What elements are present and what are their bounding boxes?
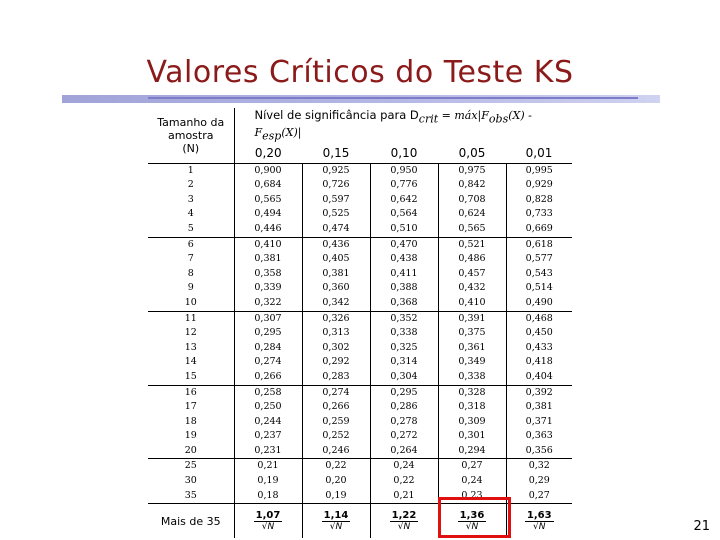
sample-size-cell: 7 (148, 252, 234, 267)
sample-size-cell: 20 (148, 444, 234, 459)
critical-value-cell: 0,356 (525, 444, 553, 456)
critical-value-cell: 0,900 (234, 163, 302, 178)
critical-value-cell: 0,410 (234, 237, 302, 252)
level-header-4: 0,01 (525, 145, 553, 160)
critical-value-cell: 0,250 (234, 400, 302, 415)
critical-value-cell: 0,264 (370, 444, 438, 459)
critical-value-cell: 0,309 (438, 415, 506, 430)
critical-value-cell: 0,446 (234, 222, 302, 237)
sample-size-cell: 5 (148, 222, 234, 237)
critical-value-cell: 0,597 (302, 193, 370, 208)
critical-value-cell: 0,258 (234, 385, 302, 400)
critical-value-cell: 0,404 (525, 370, 553, 382)
sample-size-cell: 19 (148, 429, 234, 444)
critical-value-cell: 0,244 (234, 415, 302, 430)
critical-value-cell: 0,294 (438, 444, 506, 459)
sample-size-cell: 35 (148, 489, 234, 504)
table-row (148, 415, 572, 430)
table-row (148, 193, 572, 208)
level-header-1: 0,15 (322, 145, 350, 160)
critical-value-cell: 0,433 (525, 341, 553, 353)
critical-value-cell: 0,20 (302, 474, 370, 489)
critical-value-cell: 0,564 (370, 207, 438, 222)
critical-value-cell: 0,470 (370, 237, 438, 252)
critical-value-cell: 0,22 (370, 474, 438, 489)
critical-value-cell: 0,363 (525, 430, 553, 442)
table-row (148, 281, 572, 296)
critical-value-cell: 0,577 (525, 253, 553, 265)
page-number: 21 (693, 519, 710, 534)
critical-value-cell: 0,457 (438, 267, 506, 282)
critical-value-cell: 0,368 (370, 296, 438, 311)
critical-value-cell: 0,733 (525, 208, 553, 220)
critical-value-cell: 0,339 (234, 281, 302, 296)
critical-value-cell: 0,274 (234, 355, 302, 370)
sample-size-cell: 25 (148, 459, 234, 474)
critical-value-cell: 0,313 (302, 326, 370, 341)
critical-value-cell: 0,925 (302, 163, 370, 178)
critical-value-cell: 0,565 (438, 222, 506, 237)
critical-value-cell: 0,252 (302, 429, 370, 444)
critical-value-cell: 0,360 (302, 281, 370, 296)
sample-size-header: Tamanho da amostra (N) (148, 108, 234, 163)
table-row (148, 385, 572, 400)
table-row (148, 296, 572, 311)
critical-value-cell: 0,295 (370, 385, 438, 400)
level-header-3: 0,05 (458, 145, 486, 160)
table-row (148, 400, 572, 415)
ks-critical-values-table (148, 108, 572, 538)
critical-value-cell: 0,246 (302, 444, 370, 459)
critical-value-cell: 0,338 (438, 370, 506, 385)
table-row (148, 163, 572, 178)
critical-value-cell: 0,22 (302, 459, 370, 474)
table-row (148, 252, 572, 267)
sqrt-fraction: $\frac{1,14}{√N}$ (323, 509, 349, 532)
table-row (148, 370, 572, 385)
sample-size-cell: 11 (148, 311, 234, 326)
critical-value-cell: 0,405 (302, 252, 370, 267)
critical-value-cell: 0,391 (438, 311, 506, 326)
critical-value-cell: 0,278 (370, 415, 438, 430)
critical-value-cell: 0,283 (302, 370, 370, 385)
table-row (148, 459, 572, 474)
critical-value-cell: 0,295 (234, 326, 302, 341)
critical-value-cell: 0,23 (438, 489, 506, 504)
sqrt-fraction: $\frac{1,22}{√N}$ (391, 509, 417, 532)
sample-size-cell: 16 (148, 385, 234, 400)
critical-value-cell: 0,326 (302, 311, 370, 326)
critical-value-cell: 0,361 (438, 341, 506, 356)
critical-value-cell: 0,328 (438, 385, 506, 400)
critical-value-cell: 0,514 (525, 282, 553, 294)
sample-size-cell: 15 (148, 370, 234, 385)
critical-value-cell: 0,494 (234, 207, 302, 222)
critical-value-cell: 0,684 (234, 178, 302, 193)
critical-value-cell: 0,19 (234, 474, 302, 489)
sample-size-cell: 9 (148, 281, 234, 296)
large-n-formula-cell (506, 504, 572, 539)
critical-value-cell: 0,325 (370, 341, 438, 356)
critical-value-cell: 0,510 (370, 222, 438, 237)
critical-value-cell: 0,24 (370, 459, 438, 474)
critical-value-cell: 0,436 (302, 237, 370, 252)
highlight-box (438, 497, 511, 538)
critical-value-cell: 0,349 (438, 355, 506, 370)
critical-value-cell: 0,314 (370, 355, 438, 370)
critical-value-cell: 0,525 (302, 207, 370, 222)
critical-value-cell: 0,388 (370, 281, 438, 296)
critical-value-cell: 0,726 (302, 178, 370, 193)
critical-value-cell: 0,259 (302, 415, 370, 430)
table-row (148, 178, 572, 193)
table-row (148, 444, 572, 459)
critical-value-cell: 0,322 (234, 296, 302, 311)
critical-value-cell: 0,338 (370, 326, 438, 341)
critical-value-cell: 0,392 (506, 385, 572, 400)
sample-size-cell: 8 (148, 267, 234, 282)
sample-size-cell: 6 (148, 237, 234, 252)
critical-value-cell: 0,929 (525, 179, 553, 191)
sample-size-cell: 2 (148, 178, 234, 193)
critical-value-cell: 0,521 (438, 237, 506, 252)
sample-size-cell: 17 (148, 400, 234, 415)
critical-value-cell: 0,995 (506, 163, 572, 178)
critical-value-cell: 0,237 (234, 429, 302, 444)
table-row (148, 311, 572, 326)
critical-value-cell: 0,543 (525, 267, 553, 279)
critical-value-cell: 0,708 (438, 193, 506, 208)
critical-value-cell: 0,19 (302, 489, 370, 504)
critical-value-cell: 0,490 (525, 296, 553, 308)
large-n-label: Mais de 35 (148, 504, 234, 539)
level-header-2: 0,10 (390, 145, 418, 160)
critical-value-cell: 0,950 (370, 163, 438, 178)
critical-value-cell: 0,450 (525, 327, 553, 339)
critical-value-cell: 0,29 (528, 475, 550, 487)
table-row (148, 267, 572, 282)
table-row (148, 326, 572, 341)
critical-value-cell: 0,381 (234, 252, 302, 267)
table-row (148, 207, 572, 222)
critical-value-cell: 0,642 (370, 193, 438, 208)
sample-size-cell: 10 (148, 296, 234, 311)
critical-value-cell: 0,474 (302, 222, 370, 237)
critical-value-cell: 0,975 (438, 163, 506, 178)
critical-value-cell: 0,304 (370, 370, 438, 385)
sqrt-fraction: $\frac{1,36}{√N}$ (459, 509, 485, 532)
sample-size-cell: 30 (148, 474, 234, 489)
critical-value-cell: 0,381 (525, 401, 553, 413)
critical-value-cell: 0,352 (370, 311, 438, 326)
critical-value-cell: 0,301 (438, 429, 506, 444)
sample-size-cell: 12 (148, 326, 234, 341)
sqrt-fraction: $\frac{1,63}{√N}$ (526, 509, 552, 532)
critical-value-cell: 0,32 (506, 459, 572, 474)
critical-value-cell: 0,624 (438, 207, 506, 222)
table-row (148, 341, 572, 356)
critical-value-cell: 0,438 (370, 252, 438, 267)
table-row (148, 237, 572, 252)
critical-value-cell: 0,410 (438, 296, 506, 311)
critical-value-cell: 0,266 (302, 400, 370, 415)
critical-value-cell: 0,272 (370, 429, 438, 444)
sample-size-cell: 14 (148, 355, 234, 370)
critical-value-cell: 0,274 (302, 385, 370, 400)
critical-value-cell: 0,286 (370, 400, 438, 415)
sample-size-cell: 18 (148, 415, 234, 430)
critical-value-cell: 0,842 (438, 178, 506, 193)
critical-value-cell: 0,375 (438, 326, 506, 341)
critical-value-cell: 0,411 (370, 267, 438, 282)
critical-value-cell: 0,418 (525, 356, 553, 368)
critical-value-cell: 0,828 (525, 193, 553, 205)
critical-value-cell: 0,669 (525, 222, 553, 234)
sqrt-fraction: $\frac{1,07}{√N}$ (255, 509, 281, 532)
slide-title: Valores Críticos do Teste KS (146, 55, 574, 90)
critical-value-cell: 0,776 (370, 178, 438, 193)
table-row (148, 355, 572, 370)
critical-value-cell: 0,371 (525, 415, 553, 427)
table-row (148, 474, 572, 489)
critical-value-cell: 0,618 (506, 237, 572, 252)
large-n-formula-cell (302, 504, 370, 539)
critical-value-cell: 0,381 (302, 267, 370, 282)
table-row (148, 222, 572, 237)
critical-value-cell: 0,284 (234, 341, 302, 356)
critical-value-cell: 0,565 (234, 193, 302, 208)
critical-value-cell: 0,21 (370, 489, 438, 504)
critical-value-cell: 0,18 (234, 489, 302, 504)
critical-value-cell: 0,266 (234, 370, 302, 385)
sample-size-cell: 13 (148, 341, 234, 356)
large-n-formula-cell (234, 504, 302, 539)
sample-size-cell: 1 (148, 163, 234, 178)
sample-size-cell: 3 (148, 193, 234, 208)
critical-value-cell: 0,342 (302, 296, 370, 311)
critical-value-cell: 0,21 (234, 459, 302, 474)
critical-value-cell: 0,318 (438, 400, 506, 415)
critical-value-cell: 0,307 (234, 311, 302, 326)
title-underline (62, 95, 660, 103)
critical-value-cell: 0,432 (438, 281, 506, 296)
critical-value-cell: 0,468 (506, 311, 572, 326)
critical-value-cell: 0,24 (438, 474, 506, 489)
sample-size-cell: 4 (148, 207, 234, 222)
critical-value-cell: 0,292 (302, 355, 370, 370)
critical-value-cell: 0,302 (302, 341, 370, 356)
critical-value-cell: 0,486 (438, 252, 506, 267)
critical-value-cell: 0,231 (234, 444, 302, 459)
large-n-formula-cell (370, 504, 438, 539)
significance-level-header: Nível de significância para $D_{crit}$ = $máx|F_{obs}(X) - F_{esp}(X)|$ (254, 108, 532, 143)
critical-value-cell: 0,27 (528, 489, 550, 501)
critical-value-cell: 0,358 (234, 267, 302, 282)
level-header-0: 0,20 (254, 145, 282, 160)
critical-value-cell: 0,27 (438, 459, 506, 474)
table-row (148, 429, 572, 444)
